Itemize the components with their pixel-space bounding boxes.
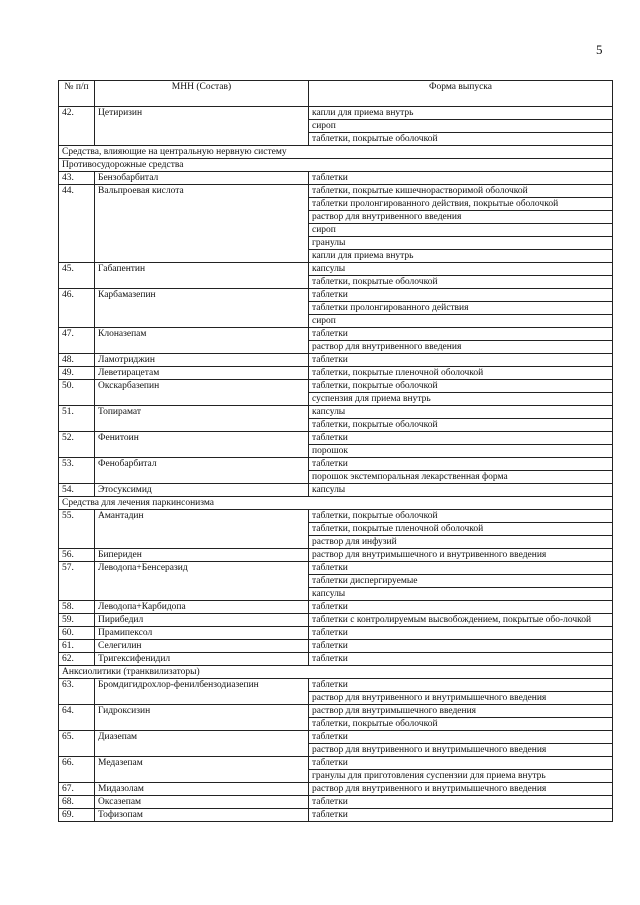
- table-row: [59, 484, 613, 497]
- release-form: раствор для инфузий: [309, 536, 613, 549]
- table-row: [59, 367, 613, 380]
- drug-name: Топирамат: [95, 406, 309, 432]
- table-row: [59, 263, 613, 276]
- release-form: капсулы: [309, 263, 613, 276]
- drug-name: Этосуксимид: [95, 484, 309, 497]
- release-form: таблетки: [309, 432, 613, 445]
- row-number: 47.: [59, 328, 95, 354]
- release-form: таблетки, покрытые кишечнорастворимой оболочкой: [309, 185, 613, 198]
- release-form: таблетки: [309, 172, 613, 185]
- row-number: 54.: [59, 484, 95, 497]
- table-row: [59, 627, 613, 640]
- medicines-table: [58, 80, 613, 822]
- row-number: 45.: [59, 263, 95, 289]
- drug-name: Цетиризин: [95, 107, 309, 146]
- drug-name: Амантадин: [95, 510, 309, 549]
- table-row: [59, 185, 613, 198]
- table-row: [59, 731, 613, 744]
- drug-name: Фенобарбитал: [95, 458, 309, 484]
- release-form: таблетки, покрытые пленочной оболочкой: [309, 523, 613, 536]
- table-row: [59, 757, 613, 770]
- row-number: 51.: [59, 406, 95, 432]
- page-number: 5: [596, 42, 603, 57]
- table-body: [59, 107, 613, 822]
- release-form: таблетки, покрытые оболочкой: [309, 133, 613, 146]
- row-number: 63.: [59, 679, 95, 705]
- row-number: 49.: [59, 367, 95, 380]
- release-form: капсулы: [309, 484, 613, 497]
- table-row: [59, 432, 613, 445]
- row-number: 62.: [59, 653, 95, 666]
- table-row: [59, 562, 613, 575]
- row-number: 69.: [59, 809, 95, 822]
- drug-name: Ламотриджин: [95, 354, 309, 367]
- row-number: 46.: [59, 289, 95, 328]
- release-form: сироп: [309, 120, 613, 133]
- release-form: капли для приема внутрь: [309, 107, 613, 120]
- row-number: 55.: [59, 510, 95, 549]
- release-form: таблетки, покрытые оболочкой: [309, 510, 613, 523]
- drug-name: Диазепам: [95, 731, 309, 757]
- table-row: [59, 705, 613, 718]
- table-row: [59, 289, 613, 302]
- drug-name: Прамипексол: [95, 627, 309, 640]
- release-form: таблетки: [309, 640, 613, 653]
- release-form: таблетки: [309, 328, 613, 341]
- table-row: [59, 380, 613, 393]
- header-number: № п/п: [59, 81, 95, 107]
- row-number: 66.: [59, 757, 95, 783]
- table-row: [59, 172, 613, 185]
- drug-name: Окскарбазепин: [95, 380, 309, 406]
- drug-name: Леветирацетам: [95, 367, 309, 380]
- table-row: [59, 328, 613, 341]
- table-row: [59, 783, 613, 796]
- section-title: Средства, влияющие на центральную нервную систему: [59, 146, 613, 159]
- section-title: Средства для лечения паркинсонизма: [59, 497, 613, 510]
- row-number: 57.: [59, 562, 95, 601]
- release-form: сироп: [309, 224, 613, 237]
- release-form: капли для приема внутрь: [309, 250, 613, 263]
- row-number: 58.: [59, 601, 95, 614]
- row-number: 42.: [59, 107, 95, 146]
- release-form: таблетки пролонгированного действия: [309, 302, 613, 315]
- row-number: 56.: [59, 549, 95, 562]
- release-form: таблетки: [309, 354, 613, 367]
- release-form: раствор для внутримышечного и внутривенного введения: [309, 549, 613, 562]
- drug-name: Габапентин: [95, 263, 309, 289]
- row-number: 65.: [59, 731, 95, 757]
- drug-name: Клоназепам: [95, 328, 309, 354]
- drug-name: Бромдигидрохлор-фенилбензодиазепин: [95, 679, 309, 705]
- drug-name: Медазепам: [95, 757, 309, 783]
- row-number: 53.: [59, 458, 95, 484]
- row-number: 59.: [59, 614, 95, 627]
- drug-name: Вальпроевая кислота: [95, 185, 309, 263]
- table-row: [59, 458, 613, 471]
- row-number: 52.: [59, 432, 95, 458]
- drug-name: Карбамазепин: [95, 289, 309, 328]
- drug-name: Фенитоин: [95, 432, 309, 458]
- table-row: [59, 549, 613, 562]
- table-row: [59, 406, 613, 419]
- drug-name: Леводопа+Бенсеразид: [95, 562, 309, 601]
- section-title: Противосудорожные средства: [59, 159, 613, 172]
- row-number: 64.: [59, 705, 95, 731]
- drug-name: Гидроксизин: [95, 705, 309, 731]
- table-row: [59, 107, 613, 120]
- drug-name: Селегилин: [95, 640, 309, 653]
- header-name: МНН (Состав): [95, 81, 309, 107]
- row-number: 43.: [59, 172, 95, 185]
- row-number: 68.: [59, 796, 95, 809]
- release-form: таблетки пролонгированного действия, покрытые оболочкой: [309, 198, 613, 211]
- drug-name: Мидазолам: [95, 783, 309, 796]
- row-number: 50.: [59, 380, 95, 406]
- release-form: таблетки, покрытые оболочкой: [309, 718, 613, 731]
- release-form: раствор для внутривенного введения: [309, 211, 613, 224]
- row-number: 67.: [59, 783, 95, 796]
- row-number: 60.: [59, 627, 95, 640]
- drug-name: Тофизопам: [95, 809, 309, 822]
- header-form: Форма выпуска: [309, 81, 613, 107]
- section-title: Анксиолитики (транквилизаторы): [59, 666, 613, 679]
- release-form: таблетки: [309, 458, 613, 471]
- row-number: 48.: [59, 354, 95, 367]
- release-form: таблетки: [309, 679, 613, 692]
- drug-name: Бензобарбитал: [95, 172, 309, 185]
- release-form: таблетки, покрытые оболочкой: [309, 419, 613, 432]
- release-form: таблетки: [309, 601, 613, 614]
- section-row: [59, 497, 613, 510]
- release-form: таблетки: [309, 809, 613, 822]
- release-form: таблетки: [309, 562, 613, 575]
- row-number: 61.: [59, 640, 95, 653]
- release-form: таблетки: [309, 757, 613, 770]
- drug-name: Тригексифенидил: [95, 653, 309, 666]
- release-form: раствор для внутримышечного введения: [309, 705, 613, 718]
- section-row: [59, 146, 613, 159]
- release-form: таблетки: [309, 731, 613, 744]
- drug-name: Леводопа+Карбидопа: [95, 601, 309, 614]
- section-row: [59, 159, 613, 172]
- release-form: суспензия для приема внутрь: [309, 393, 613, 406]
- table-row: [59, 640, 613, 653]
- release-form: таблетки, покрытые оболочкой: [309, 380, 613, 393]
- release-form: таблетки, покрытые пленочной оболочкой: [309, 367, 613, 380]
- release-form: сироп: [309, 315, 613, 328]
- release-form: гранулы для приготовления суспензии для приема внутрь: [309, 770, 613, 783]
- drug-name: Пирибедил: [95, 614, 309, 627]
- release-form: раствор для внутривенного и внутримышечного введения: [309, 692, 613, 705]
- release-form: таблетки диспергируемые: [309, 575, 613, 588]
- table-row: [59, 653, 613, 666]
- table-row: [59, 601, 613, 614]
- release-form: таблетки с контролируемым высвобождением, покрытые обо-лочкой: [309, 614, 613, 627]
- release-form: раствор для внутривенного введения: [309, 341, 613, 354]
- release-form: порошок экстемпоральная лекарственная форма: [309, 471, 613, 484]
- release-form: таблетки: [309, 289, 613, 302]
- row-number: 44.: [59, 185, 95, 263]
- release-form: раствор для внутривенного и внутримышечного введения: [309, 783, 613, 796]
- table-row: [59, 809, 613, 822]
- release-form: таблетки: [309, 653, 613, 666]
- table-row: [59, 614, 613, 627]
- release-form: гранулы: [309, 237, 613, 250]
- table-row: [59, 510, 613, 523]
- drug-name: Бипериден: [95, 549, 309, 562]
- table-header-row: [59, 81, 613, 107]
- release-form: таблетки: [309, 796, 613, 809]
- table-row: [59, 796, 613, 809]
- table-row: [59, 354, 613, 367]
- release-form: таблетки, покрытые оболочкой: [309, 276, 613, 289]
- release-form: порошок: [309, 445, 613, 458]
- release-form: таблетки: [309, 627, 613, 640]
- release-form: капсулы: [309, 588, 613, 601]
- section-row: [59, 666, 613, 679]
- release-form: капсулы: [309, 406, 613, 419]
- release-form: раствор для внутривенного и внутримышечного введения: [309, 744, 613, 757]
- table-row: [59, 679, 613, 692]
- drug-name: Оксазепам: [95, 796, 309, 809]
